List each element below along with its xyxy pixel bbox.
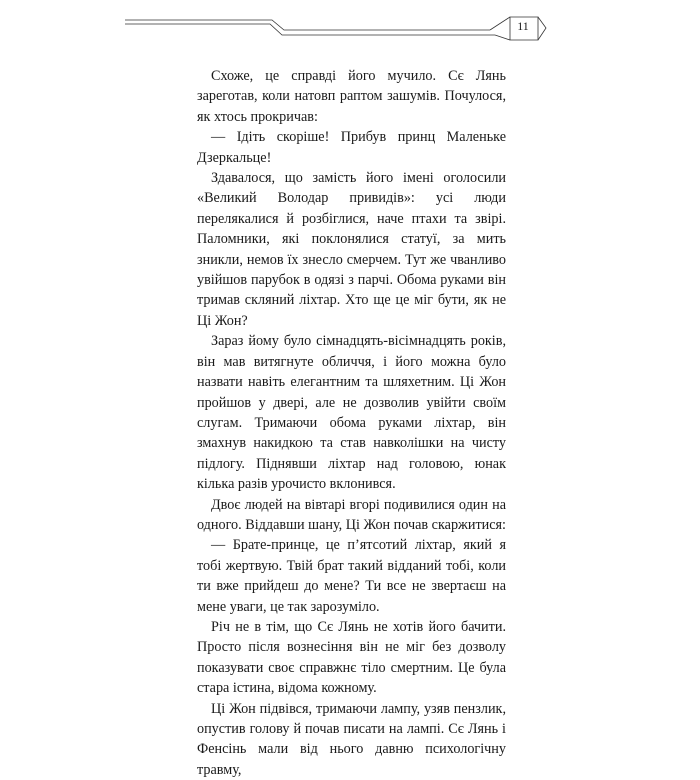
page-number: 11	[517, 19, 529, 33]
header-ornament	[0, 0, 700, 60]
paragraph: — Ідіть скоріше! Прибув принц Маленьке Дзеркальце!	[197, 129, 506, 166]
body-text	[197, 66, 506, 780]
paragraph: — Брате-принце, це п’ятсотий ліхтар, який я тобі жертвую. Твій брат такий відданий тобі, коли ти вже прийдеш до мене? Ти все не звертаєш на мене уваги, це так зарозуміло.	[197, 537, 506, 615]
paragraph: Зараз йому було сімнадцять-вісімнадцять років, він мав витягнуте обличчя, і його можна було назвати навіть елегантним та шляхетним. Ці Жон пройшов у двері, але не дозволив увійти своїм слугам. Тримаючи обома руками ліхтар, він змахнув накидкою та став навколішки на чисту підлогу. Піднявши ліхтар над головою, юнак кілька разів урочисто вклонився.	[197, 333, 506, 493]
paragraph: Схоже, це справді його мучило. Сє Лянь зареготав, коли натовп раптом зашумів. Почулося, як хтось прокричав:	[197, 68, 506, 125]
paragraph: Двоє людей на вівтарі вгорі подивилися один на одного. Віддавши шану, Ці Жон почав скаржитися:	[197, 496, 506, 533]
paragraph: Здавалося, що замість його імені оголосили «Великий Володар привидів»: усі люди перелякалися й розбіглися, наче птахи та звірі. Паломники, які поклонялися статуї, за мить зникли, немов їх знесло смерчем. Тут же чванливо увійшов парубок в одязі з парчі. Обома руками він тримав скляний ліхтар. Хто ще це міг бути, як не Ці Жон?	[197, 170, 506, 329]
paragraph: Ці Жон підвівся, тримаючи лампу, узяв пензлик, опустив голову й почав писати на лампі. Сє Лянь і Фенсінь мали від нього давню психологічну травму,	[197, 700, 506, 778]
page-header	[0, 0, 700, 60]
paragraph: Річ не в тім, що Сє Лянь не хотів його бачити. Просто після вознесіння він не міг без дозволу показувати своє справжнє тіло смертним. Це була стара істина, відома кожному.	[197, 618, 506, 697]
